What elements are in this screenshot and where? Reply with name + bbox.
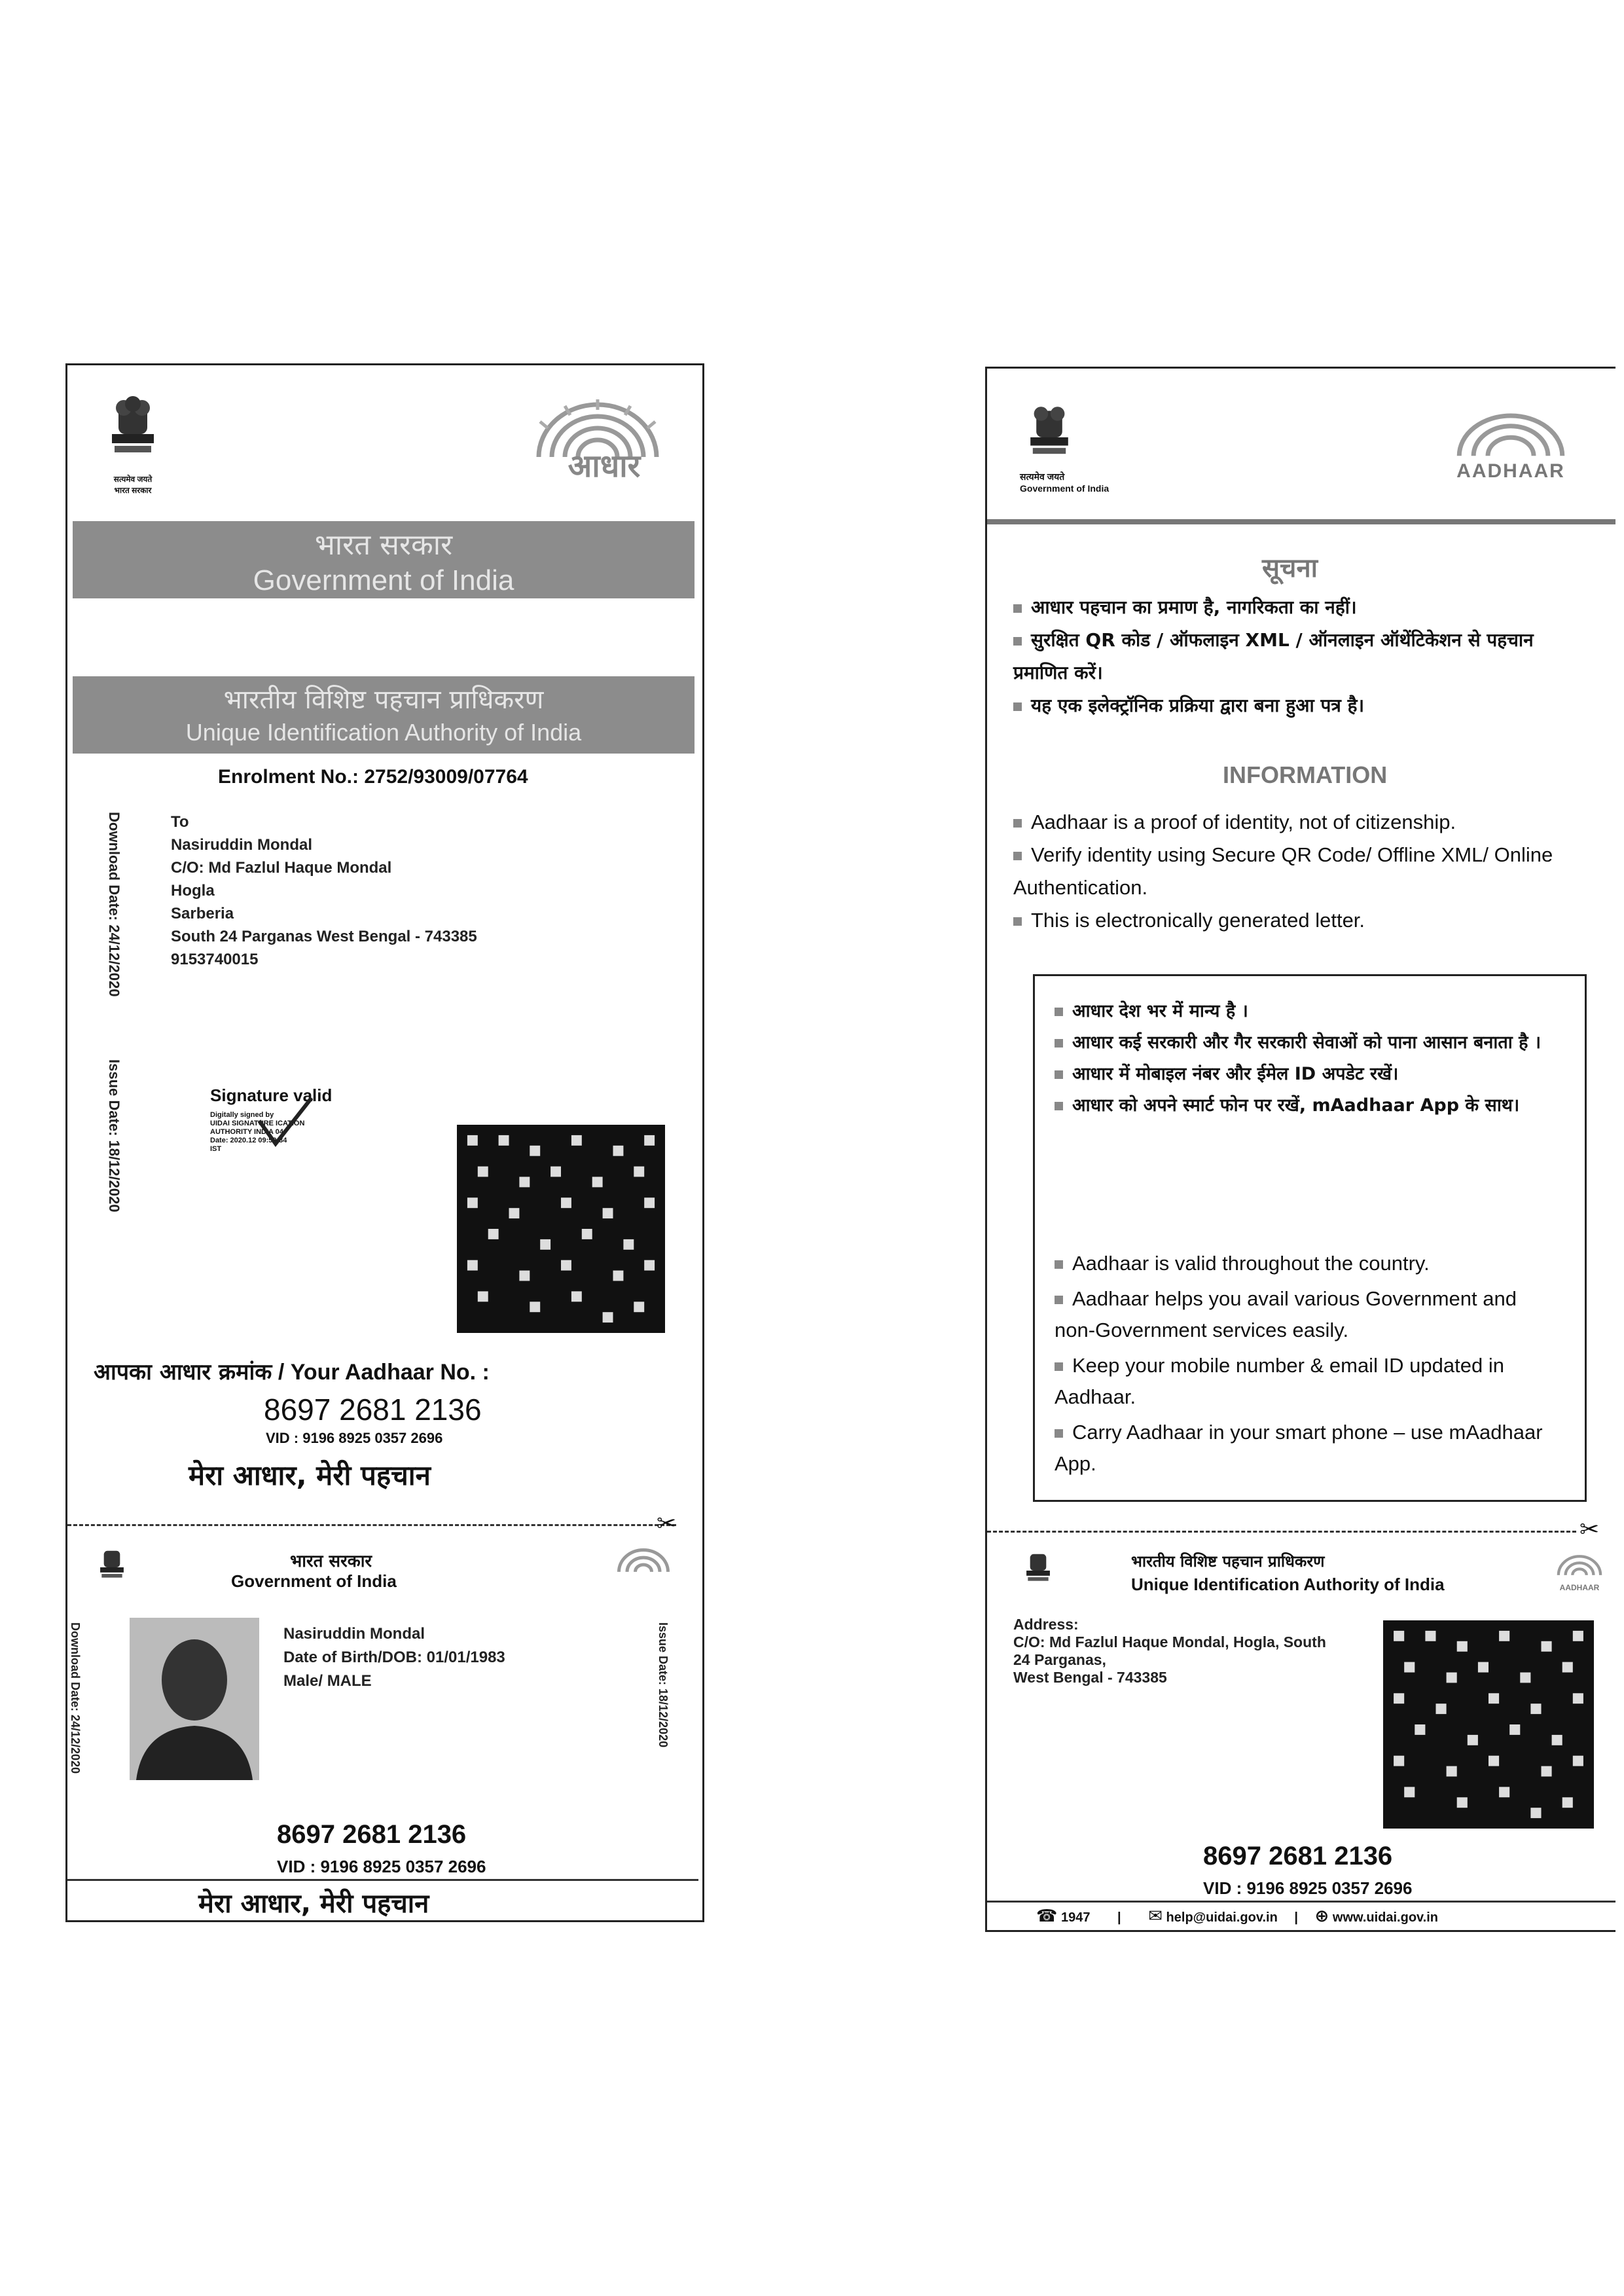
card-emblem-icon [94, 1544, 130, 1591]
info-cut-line [987, 1531, 1576, 1533]
card-download-date: Download Date: 24/12/2020 [69, 1622, 82, 1774]
benefits-hindi-list [1055, 996, 1552, 1121]
notice-hindi-item: आधार पहचान का प्रमाण है, नागरिकता का नहीं। [1013, 591, 1576, 624]
signature-check-icon [256, 1095, 315, 1147]
address-line: Hogla [171, 882, 215, 900]
digital-signature [210, 1085, 367, 1154]
address-line: Sarberia [171, 905, 234, 922]
back-address [1013, 1616, 1354, 1686]
card-aadhaar-logo [611, 1539, 676, 1578]
benefit-english-item: Keep your mobile number & email ID updated in Aadhaar. [1055, 1354, 1504, 1408]
left-panel [46, 321, 740, 1971]
back-aadhaar-logo [1550, 1547, 1609, 1592]
globe-icon: ⊕ [1314, 1906, 1329, 1925]
information-list [1013, 806, 1589, 937]
signature-details: Digitally signed by UIDAI SIGNATURE ICATION AUTHORITY INDIA 04 Date: 2020.12 09:59:34 IST [210, 1111, 305, 1153]
back-footer-rule [987, 1901, 1615, 1903]
holder-details [283, 1622, 505, 1693]
info-emblem-caption: सत्यमेव जयते Government of India [1020, 471, 1110, 494]
recipient-address [171, 811, 477, 971]
national-emblem-icon [100, 395, 172, 496]
address-label: Address: [1013, 1616, 1079, 1633]
holder-name: Nasiruddin Mondal [283, 1625, 425, 1643]
aadhaar-logo [519, 398, 676, 483]
benefit-hindi-item: आधार देश भर में मान्य है । [1055, 996, 1552, 1027]
back-address-line: 24 Parganas, [1013, 1651, 1106, 1668]
uidai-hindi: भारतीय विशिष्ट पहचान प्राधिकरण [223, 685, 544, 715]
benefit-english-item: Aadhaar helps you avail various Government and non-Government services easily. [1055, 1287, 1517, 1341]
notice-hindi-list [1013, 591, 1576, 722]
tagline: मेरा आधार, मेरी पहचान [189, 1459, 431, 1491]
email-icon: ✉ [1148, 1906, 1163, 1925]
information-title: INFORMATION [1223, 761, 1388, 788]
label-english: / Your Aadhaar No. : [278, 1360, 490, 1385]
info-aadhaar-logo [1439, 411, 1596, 483]
back-address-line: C/O: Md Fazlul Haque Mondal, Hogla, South [1013, 1633, 1326, 1650]
back-address-line: West Bengal - 743385 [1013, 1669, 1167, 1686]
info-frame [985, 367, 1615, 1932]
benefits-english-list [1055, 1248, 1559, 1480]
helpline-number: 1947 [1060, 1910, 1091, 1925]
card-aadhaar-number: 8697 2681 2136 [277, 1820, 467, 1849]
back-qr-code [1383, 1620, 1594, 1829]
aadhaar-number: 8697 2681 2136 [264, 1393, 482, 1427]
aadhaar-logo-text: आधार [568, 448, 641, 484]
download-date-vertical: Download Date: 24/12/2020 [106, 812, 122, 997]
notice-hindi-title: सूचना [1262, 553, 1318, 583]
uidai-banner [73, 676, 695, 754]
contact-footer: ☎ 1947 | ✉ help@uidai.gov.in | ⊕ www.uidai.gov.in [1036, 1906, 1439, 1925]
information-item: Aadhaar is a proof of identity, not of citizenship. [1013, 806, 1589, 839]
holder-dob: Date of Birth/DOB: 01/01/1983 [283, 1649, 505, 1666]
information-item: Verify identity using Secure QR Code/ Offline XML/ Online Authentication. [1013, 843, 1553, 899]
card-vid-number: VID : 9196 8925 0357 2696 [277, 1857, 486, 1876]
address-line: South 24 Parganas West Bengal - 743385 [171, 928, 477, 945]
holder-gender: Male/ MALE [283, 1672, 372, 1690]
address-line: Nasiruddin Mondal [171, 836, 312, 854]
back-vid-number: VID : 9196 8925 0357 2696 [1203, 1878, 1413, 1898]
info-header-rule [987, 519, 1615, 524]
info-logo-text: AADHAAR [1456, 460, 1565, 482]
back-aadhaar-number: 8697 2681 2136 [1203, 1842, 1393, 1870]
card-issue-date: Issue Date: 18/12/2020 [657, 1622, 670, 1748]
benefits-box [1033, 974, 1587, 1502]
back-logo-text: AADHAAR [1559, 1583, 1600, 1592]
card-government-english: Government of India [231, 1571, 397, 1591]
government-english: Government of India [253, 564, 514, 596]
card-tagline: मेरा आधार, मेरी पहचान [198, 1889, 429, 1919]
notice-hindi-item: सुरक्षित QR कोड / ऑफलाइन XML / ऑनलाइन ऑथेंटिकेशन से पहचान प्रमाणित करें। [1013, 629, 1534, 683]
qr-code [457, 1125, 665, 1333]
holder-photo [130, 1618, 259, 1780]
helpline-email[interactable]: help@uidai.gov.in [1166, 1910, 1278, 1925]
notice-hindi-item: यह एक इलेक्ट्रॉनिक प्रक्रिया द्वारा बना हुआ पत्र है। [1013, 689, 1576, 722]
back-emblem-icon [1020, 1547, 1056, 1594]
website-link[interactable]: www.uidai.gov.in [1332, 1910, 1439, 1925]
info-emblem-icon [1020, 401, 1138, 494]
address-line: 9153740015 [171, 951, 259, 968]
benefit-hindi-item: आधार को अपने स्मार्ट फोन पर रखें, mAadhaar App के साथ। [1055, 1090, 1552, 1121]
benefit-hindi-item: आधार कई सरकारी और गैर सरकारी सेवाओं को पाना आसान बनाता है । [1055, 1027, 1552, 1059]
uidai-english: Unique Identification Authority of India [185, 719, 582, 746]
signature-title: Signature valid [210, 1085, 333, 1105]
government-hindi: भारत सरकार [314, 528, 453, 562]
information-item: This is electronically generated letter. [1013, 904, 1589, 937]
issue-date-vertical: Issue Date: 18/12/2020 [106, 1059, 122, 1212]
address-line: To [171, 813, 189, 831]
benefit-english-item: Aadhaar is valid throughout the country. [1055, 1248, 1559, 1279]
phone-icon: ☎ [1036, 1906, 1058, 1925]
back-uidai-hindi: भारतीय विशिष्ट पहचान प्राधिकरण [1131, 1552, 1325, 1571]
scissors-icon: ✂ [657, 1510, 677, 1537]
emblem-caption: सत्यमेव जयते भारत सरकार [113, 475, 153, 495]
aadhaar-number-label [94, 1356, 490, 1386]
government-banner [73, 521, 695, 598]
back-uidai-english: Unique Identification Authority of India [1131, 1575, 1445, 1594]
card-divider [67, 1879, 698, 1881]
vid-number: VID : 9196 8925 0357 2696 [266, 1430, 443, 1446]
benefit-hindi-item: आधार में मोबाइल नंबर और ईमेल ID अपडेट रखें। [1055, 1059, 1552, 1090]
right-panel [956, 327, 1617, 1984]
benefit-english-item: Carry Aadhaar in your smart phone – use mAadhaar App. [1055, 1421, 1543, 1475]
card-government-hindi: भारत सरकार [290, 1552, 372, 1571]
label-hindi: आपका आधार क्रमांक [94, 1359, 272, 1385]
letter-frame [65, 363, 704, 1922]
address-line: C/O: Md Fazlul Haque Mondal [171, 859, 392, 877]
info-scissors-icon: ✂ [1579, 1516, 1600, 1542]
enrolment-number: Enrolment No.: 2752/93009/07764 [218, 766, 528, 788]
cut-line [67, 1524, 676, 1526]
